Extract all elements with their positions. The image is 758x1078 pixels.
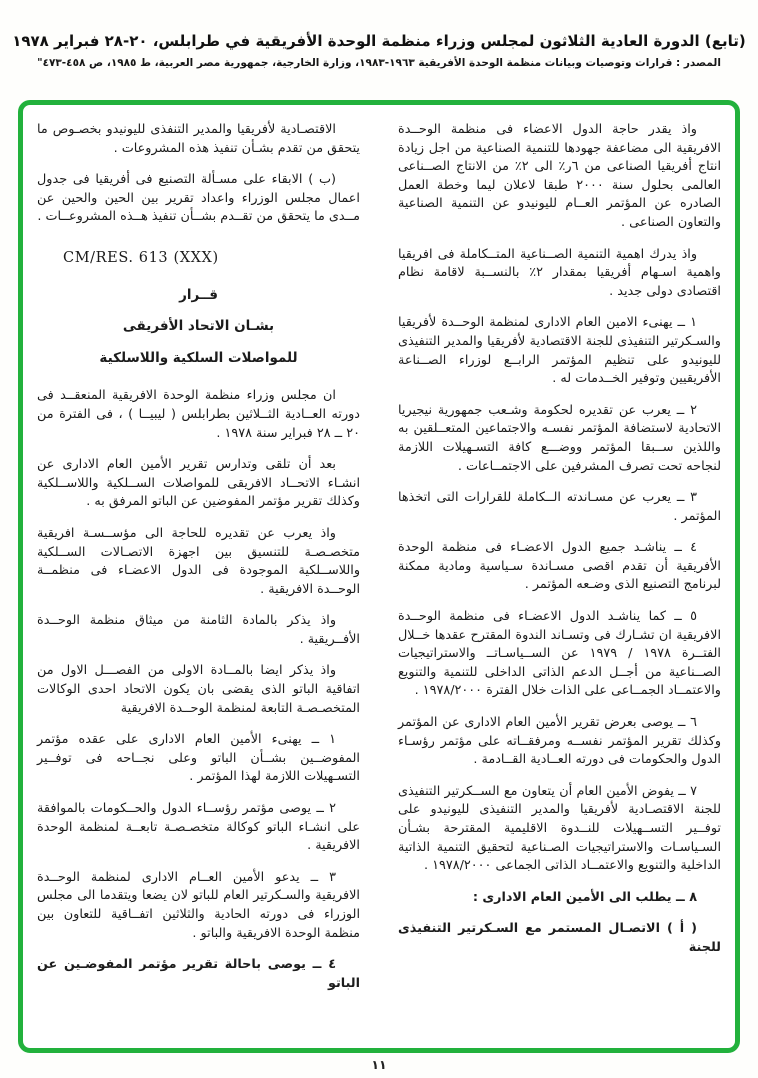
resolution-title: قــرار xyxy=(179,286,218,303)
paragraph: بعد أن تلقى وتدارس تقرير الأمين العام الادارى عن انشـاء الاتحــاد الافريقى للمواصلات الســلكية واللاســلكية وكذلك تقرير مؤتمر المفوضين عن الباتو المرفق به . xyxy=(37,457,360,510)
resolution-title: بشـان الاتحاد الأفريقى xyxy=(122,318,275,335)
paragraph: ٧ ــ يفوض الأمين العام أن يتعاون مع الســكرتير التنفيذى للجنة الاقتصـادية لأفريقيا والمدير التنفيذى لليونيدو على توفــير التســهيلات للنــدوة الاقليمية المقترحة بشـأن السـياسـات والاستراتيجيات الصـناعية لتحقيق التنمية الذاتية الداخلية والتنويع والاعتمــاد الذاتى الجماعى ١٩٧٨/٢٠٠٠ . xyxy=(398,783,721,874)
source-citation: المصدر : قرارات وتوصيات وبيانات منظمة الوحدة الأفريقية ١٩٦٣-١٩٨٣، وزارة الخارجية، جمهورية مصر العربية، ط ١٩٨٥، ص ٤٥٨-٤٧٣" xyxy=(37,57,721,69)
session-title: (تابع) الدورة العادية الثلاثون لمجلس وزراء منظمة الوحدة الأفريقية في طرابلس، ٢٠-٢٨ فبراير ١٩٧٨ xyxy=(12,32,746,50)
left-column xyxy=(37,121,360,1048)
paragraph: واذ يعرب عن تقديره للحاجة الى مؤســسـة افريقية متخصـصـة للتنسيق بين اجهزة الاتصـالات الســلكية واللاســلكية الموجودة فى الدول الاعضـاء فى منظمــة الوحــدة الافريقية . xyxy=(37,525,360,597)
paragraph: ١ ــ يهنىء الامين العام الادارى لمنظمة الوحــدة لأفريقيا والسـكرتير التنفيذى للجنة الاقتصادية لأفريقيا والمدير التنفيذى لليونيدو على تنظيم المؤتمر الرابــع لوزراء الصــناعة الأفريقيين وتوفير الخــدمات له . xyxy=(398,315,721,387)
paragraph: ٥ ــ كما يناشـد الدول الاعضـاء فى منظمة الوحــدة الافريقية ان تشـارك فى وتسـاند الندوة المقترح عقدها خــلال الفتــرة ١٩٧٨ / ١٩٧٩ عن الســياسـاتــ والاستراتيجيات الصــناعية من أجــل الدعم الذاتى الداخلى للتنمية والتنويع والاعتمــاد الجمــاعى على الذات خلال الفترة ١٩٧٨/٢٠٠٠ . xyxy=(398,609,721,699)
page-header xyxy=(0,0,758,69)
paragraph: واذ يقدر حاجة الدول الاعضاء فى منظمة الوحــدة الافريقية الى مضاعفة جهودها للتنمية الصناعية من اجل زيادة انتاج أفريقيا الصناعى من ٦ر٪ الى ٢٪ من الانتاج الصــناعى العالمى بحلول سنة ٢٠٠٠ طبقا لاعلان ليما وخطة العمل الصادره عن المؤتمر العــام لليونيدو عن التنمية الصناعية والتعاون الصناعى . xyxy=(398,122,722,230)
green-frame xyxy=(18,100,740,1053)
resolution-number: CM/RES. 613 (XXX) xyxy=(63,249,219,266)
paragraph: واذ يذكر ايضا بالمــادة الاولى من الفصـــل الاول من اتفاقية الباتو الذى يقضى بان يكون الاتحاد احدى الوكالات المتخصـصـة التابعة لمنظمة الوحــدة الافريقية xyxy=(37,663,360,716)
paragraph: ٢ ــ يعرب عن تقديره لحكومة وشـعب جمهورية نيجيريا الاتحادية لاستضافة المؤتمر نفسـه والاجتماعين المتعــلقين به واللذين ســبقا المؤتمر ووضـــع كافة التسـهيلات اللازمة لنجاحه تحت تصرف المشرفين على الاجتمــاعات . xyxy=(398,402,721,474)
paragraph: واذ يدرك اهمية التنمية الصــناعية المتــكاملة فى افريقيا واهمية اسـهام أفريقيا بمقدار ٢٪ بالنســبة لاقامة نظام اقتصادى دولى جديد . xyxy=(398,246,721,299)
page-number: ١١ xyxy=(371,1057,387,1072)
paragraph: ٦ ــ يوصى بعرض تقرير الأمين العام الادارى عن المؤتمر وكذلك تقرير المؤتمر نفســه ومرفقــاته على مؤتمر رؤسـاء الدول والحكومات فى دورته العــادية القــادمة . xyxy=(398,715,721,768)
paragraph: ٣ ــ يدعو الأمين العــام الادارى لمنظمة الوحــدة الافريقية والسـكرتير العام للباتو لان يضعا ويتقدما الى مجلس الوزراء فى دورته الحادية والثلاثين اتفــاقية للتعاون بين منظمة الوحدة الافريقية والباتو . xyxy=(37,869,360,941)
paragraph: ان مجلس وزراء منظمة الوحدة الافريقية المنعقــد فى دورته العــادية الثــلاثين بطرابلس ( ليبيــا ) ، فى الفترة من ٢٠ ــ ٢٨ فبراير سنة ١٩٧٨ . xyxy=(37,388,360,441)
paragraph: ٢ ــ يوصى مؤتمر رؤســاء الدول والحــكومات بالموافقة على انشـاء الباتو كوكالة متخصـصـة تابعــة لمنظمة الوحدة الافريقية . xyxy=(37,801,360,854)
paragraph-emphasis: ٤ ــ يوصى باحالة تقرير مؤتمر المفوضـين عن الباتو xyxy=(37,957,360,991)
paragraph-emphasis: ( أ ) الاتصـال المستمر مع السـكرتير التنفيذى للجنة xyxy=(398,921,721,955)
paragraph: ٣ ــ يعرب عن مسـاندته الــكاملة للقرارات التى اتخذها المؤتمر . xyxy=(398,490,721,524)
paragraph: الاقتصـادية لأفريقيا والمدير التنفذى لليونيدو بخصـوص ما يتحقق من تقدم بشـأن تنفيذ هذه المشروعات . xyxy=(37,122,360,156)
paragraph-emphasis: ٨ ــ يطلب الى الأمين العام الادارى : xyxy=(472,889,697,905)
page-footer xyxy=(0,1057,758,1072)
paragraph: ١ ــ يهنىء الأمين العام الادارى على عقده مؤتمر المفوضــين بشــأن الباتو وعلى نجــاحه فى توفــير التسـهيلات اللازمة لهذا المؤتمر . xyxy=(37,732,360,785)
resolution-title: للمواصلات السلكية واللاسلكية xyxy=(99,349,298,366)
paragraph: ٤ ــ يناشـد جميع الدول الاعضـاء فى منظمة الوحدة الأفريقية أن تقدم اقصى مسـاندة سـياسية ومادية ممكنة لبرنامج التصنيع الذى وضـعه المؤتمر . xyxy=(398,540,721,593)
paragraph: (ب ) الابقاء على مسـألة التصنيع فى أفريقيا فى جدول اعمال مجلس الوزراء واعداد تقرير بين الحين والحين عن مــدى ما يتحقق من تقــدم بشــأن تنفيذ هــذه المشروعــات . xyxy=(37,172,360,225)
right-column xyxy=(398,121,721,1048)
paragraph: واذ يذكر بالمادة الثامنة من ميثاق منظمة الوحــدة الأفــريقية . xyxy=(37,613,360,647)
